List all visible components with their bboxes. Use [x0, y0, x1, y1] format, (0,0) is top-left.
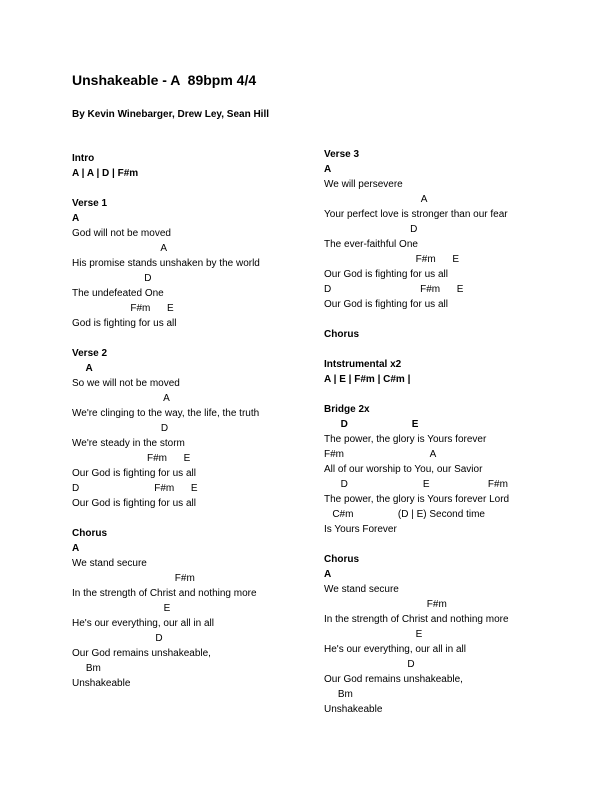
lyric-line: All of our worship to You, our Savior	[324, 464, 483, 475]
section-line: Chorus	[324, 554, 359, 565]
lyric-line: Our God is fighting for us all	[72, 468, 196, 479]
lyric-line: D E F#m	[324, 479, 508, 490]
lyric-line: F#m A	[324, 449, 437, 460]
lyric-line: Your perfect love is stronger than our fear	[324, 209, 508, 220]
lyric-line: The undefeated One	[72, 288, 164, 299]
lyric-line: The power, the glory is Yours forever Lord	[324, 494, 510, 505]
section-line: Verse 1	[72, 198, 108, 209]
lyric-line: D F#m E	[72, 483, 198, 494]
section-line: Verse 2	[72, 348, 108, 359]
lyric-line: E	[324, 629, 423, 640]
lyric-line: D	[72, 273, 152, 284]
lyric-line: Bm	[324, 689, 353, 700]
section-line: D E	[324, 419, 419, 430]
lyric-line: F#m E	[324, 254, 460, 265]
lyric-line: F#m E	[72, 453, 191, 464]
lyric-line: The power, the glory is Yours forever	[324, 434, 487, 445]
lyric-line: We stand secure	[324, 584, 399, 595]
lyric-line: C#m (D | E) Second time	[324, 509, 485, 520]
section-line: A	[72, 213, 80, 224]
section-line: Bridge 2x	[324, 404, 370, 415]
lyric-line: Our God remains unshakeable,	[324, 674, 463, 685]
song-authors: By Kevin Winebarger, Drew Ley, Sean Hill	[72, 109, 270, 120]
lyric-line: God will not be moved	[72, 228, 171, 239]
song-title: Unshakeable - A 89bpm 4/4	[72, 72, 257, 88]
section-line: Intstrumental x2	[324, 359, 402, 370]
lyric-line: Bm	[72, 663, 101, 674]
lyric-line: D	[324, 224, 418, 235]
lyric-line: Our God is fighting for us all	[324, 299, 448, 310]
lyric-line: A	[72, 393, 170, 404]
lyric-line: D	[324, 659, 415, 670]
lyric-line: Is Yours Forever	[324, 524, 397, 535]
lyric-line: The ever-faithful One	[324, 239, 418, 250]
section-line: Chorus	[72, 528, 107, 539]
section-line: A	[72, 363, 93, 374]
lyric-line: Unshakeable	[72, 678, 131, 689]
lyric-line: God is fighting for us all	[72, 318, 177, 329]
lyric-line: He's our everything, our all in all	[72, 618, 214, 629]
lyric-line: We're clinging to the way, the life, the truth	[72, 408, 260, 419]
lyric-line: D	[72, 633, 163, 644]
lyric-line: We will persevere	[324, 179, 403, 190]
lyric-line: In the strength of Christ and nothing more	[324, 614, 509, 625]
lyric-line: F#m	[324, 599, 447, 610]
section-line: A	[324, 569, 332, 580]
lyric-line: His promise stands unshaken by the world	[72, 258, 260, 269]
lyric-line: D F#m E	[324, 284, 464, 295]
lyric-line: F#m E	[72, 303, 174, 314]
lyric-line: Our God is fighting for us all	[72, 498, 196, 509]
lyric-line: He's our everything, our all in all	[324, 644, 466, 655]
section-line: A	[72, 543, 80, 554]
lyric-line: A	[324, 194, 428, 205]
lyric-line: E	[72, 603, 171, 614]
section-line: A | E | F#m | C#m |	[324, 374, 411, 385]
lyric-line: We stand secure	[72, 558, 147, 569]
lyric-line: Our God remains unshakeable,	[72, 648, 211, 659]
lyric-line: D	[72, 423, 169, 434]
section-line: Verse 3	[324, 149, 360, 160]
lyric-line: F#m	[72, 573, 195, 584]
section-line: A	[324, 164, 332, 175]
lyric-line: So we will not be moved	[72, 378, 180, 389]
lyric-line: In the strength of Christ and nothing more	[72, 588, 257, 599]
lyric-line: A	[72, 243, 168, 254]
lyric-line: Unshakeable	[324, 704, 383, 715]
section-line: A | A | D | F#m	[72, 168, 139, 179]
lyric-line: Our God is fighting for us all	[324, 269, 448, 280]
section-line: Intro	[72, 153, 95, 164]
lyric-line: We're steady in the storm	[72, 438, 185, 449]
section-line: Chorus	[324, 329, 359, 340]
